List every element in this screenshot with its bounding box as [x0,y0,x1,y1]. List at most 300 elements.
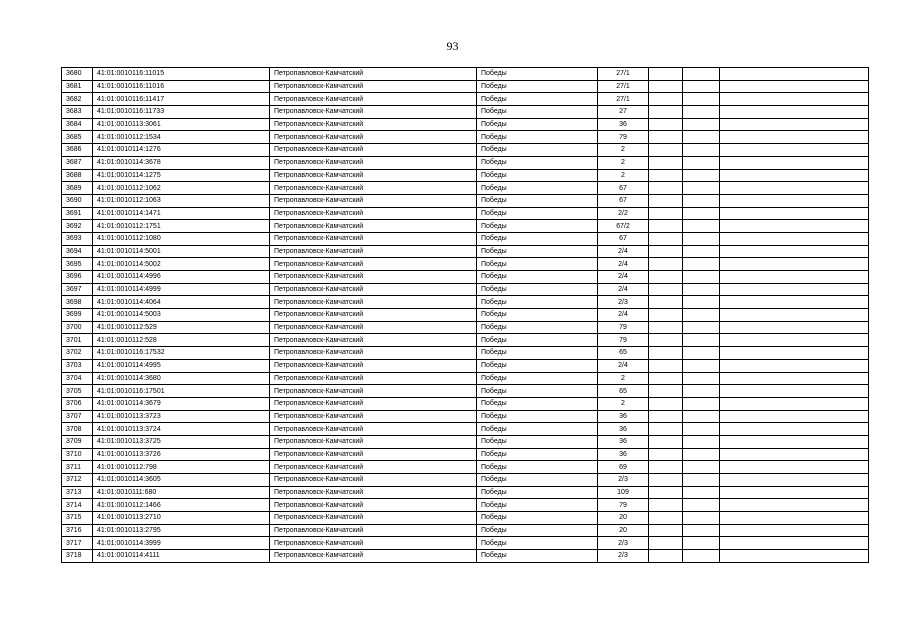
empty-cell [720,182,869,195]
empty-cell [720,258,869,271]
row-number-cell: 3702 [62,347,93,360]
empty-cell [720,131,869,144]
house-number-cell: 67/2 [598,220,649,233]
empty-cell [683,474,720,487]
empty-cell [683,169,720,182]
row-number-cell: 3693 [62,232,93,245]
city-cell: Петропавловск-Камчатский [270,271,477,284]
empty-cell [683,486,720,499]
empty-cell [683,245,720,258]
house-number-cell: 79 [598,334,649,347]
street-cell: Победы [477,258,598,271]
empty-cell [649,144,683,157]
empty-cell [720,68,869,81]
city-cell: Петропавловск-Камчатский [270,245,477,258]
empty-cell [649,372,683,385]
empty-cell [649,486,683,499]
row-number-cell: 3715 [62,512,93,525]
row-number-cell: 3699 [62,309,93,322]
empty-cell [649,258,683,271]
empty-cell [720,423,869,436]
table-row [62,68,869,81]
street-cell: Победы [477,435,598,448]
row-number-cell: 3714 [62,499,93,512]
city-cell: Петропавловск-Камчатский [270,347,477,360]
cadastral-number-cell: 41:01:0010114:3605 [93,474,270,487]
empty-cell [649,385,683,398]
city-cell: Петропавловск-Камчатский [270,258,477,271]
table-row [62,118,869,131]
street-cell: Победы [477,106,598,119]
cadastral-number-cell: 41:01:0010114:4111 [93,550,270,563]
table-row [62,106,869,119]
empty-cell [649,435,683,448]
city-cell: Петропавловск-Камчатский [270,156,477,169]
empty-cell [649,68,683,81]
row-number-cell: 3686 [62,144,93,157]
empty-cell [649,474,683,487]
house-number-cell: 27 [598,106,649,119]
empty-cell [720,435,869,448]
cadastral-number-cell: 41:01:0010113:3061 [93,118,270,131]
empty-cell [649,232,683,245]
row-number-cell: 3680 [62,68,93,81]
table-row [62,258,869,271]
street-cell: Победы [477,524,598,537]
table-row [62,512,869,525]
street-cell: Победы [477,283,598,296]
city-cell: Петропавловск-Камчатский [270,435,477,448]
house-number-cell: 20 [598,512,649,525]
row-number-cell: 3700 [62,321,93,334]
table-row [62,372,869,385]
empty-cell [649,283,683,296]
street-cell: Победы [477,156,598,169]
row-number-cell: 3695 [62,258,93,271]
empty-cell [683,537,720,550]
street-cell: Победы [477,486,598,499]
house-number-cell: 36 [598,423,649,436]
row-number-cell: 3718 [62,550,93,563]
cadastral-number-cell: 41:01:0010116:17532 [93,347,270,360]
table-row [62,271,869,284]
empty-cell [720,347,869,360]
row-number-cell: 3684 [62,118,93,131]
empty-cell [720,461,869,474]
city-cell: Петропавловск-Камчатский [270,182,477,195]
house-number-cell: 27/1 [598,93,649,106]
empty-cell [720,207,869,220]
empty-cell [720,156,869,169]
empty-cell [720,474,869,487]
house-number-cell: 36 [598,118,649,131]
table-row [62,131,869,144]
empty-cell [649,423,683,436]
row-number-cell: 3708 [62,423,93,436]
empty-cell [720,397,869,410]
table-row [62,283,869,296]
cadastral-number-cell: 41:01:0010112:1534 [93,131,270,144]
cadastral-number-cell: 41:01:0010114:5002 [93,258,270,271]
house-number-cell: 2 [598,169,649,182]
street-cell: Победы [477,499,598,512]
city-cell: Петропавловск-Камчатский [270,321,477,334]
empty-cell [683,68,720,81]
empty-cell [720,245,869,258]
empty-cell [720,512,869,525]
empty-cell [720,550,869,563]
table-row [62,410,869,423]
table-row [62,448,869,461]
row-number-cell: 3717 [62,537,93,550]
empty-cell [683,448,720,461]
street-cell: Победы [477,474,598,487]
street-cell: Победы [477,372,598,385]
table-row [62,397,869,410]
city-cell: Петропавловск-Камчатский [270,499,477,512]
house-number-cell: 79 [598,321,649,334]
table-row [62,245,869,258]
empty-cell [683,118,720,131]
cadastral-number-cell: 41:01:0010112:798 [93,461,270,474]
cadastral-number-cell: 41:01:0010116:11417 [93,93,270,106]
house-number-cell: 2/4 [598,271,649,284]
city-cell: Петропавловск-Камчатский [270,220,477,233]
row-number-cell: 3692 [62,220,93,233]
house-number-cell: 2 [598,372,649,385]
city-cell: Петропавловск-Камчатский [270,385,477,398]
empty-cell [720,321,869,334]
city-cell: Петропавловск-Камчатский [270,334,477,347]
empty-cell [683,461,720,474]
street-cell: Победы [477,410,598,423]
row-number-cell: 3710 [62,448,93,461]
empty-cell [683,271,720,284]
empty-cell [649,80,683,93]
house-number-cell: 2/3 [598,296,649,309]
table-row [62,524,869,537]
cadastral-number-cell: 41:01:0010114:4996 [93,271,270,284]
city-cell: Петропавловск-Камчатский [270,194,477,207]
row-number-cell: 3705 [62,385,93,398]
row-number-cell: 3701 [62,334,93,347]
city-cell: Петропавловск-Камчатский [270,309,477,322]
empty-cell [649,321,683,334]
city-cell: Петропавловск-Камчатский [270,397,477,410]
empty-cell [649,550,683,563]
street-cell: Победы [477,385,598,398]
empty-cell [649,524,683,537]
empty-cell [683,385,720,398]
registry-table [61,67,869,563]
empty-cell [720,334,869,347]
city-cell: Петропавловск-Камчатский [270,106,477,119]
street-cell: Победы [477,321,598,334]
table-row [62,435,869,448]
registry-table-body [62,68,869,563]
street-cell: Победы [477,537,598,550]
empty-cell [649,131,683,144]
empty-cell [720,169,869,182]
row-number-cell: 3713 [62,486,93,499]
empty-cell [683,334,720,347]
empty-cell [683,347,720,360]
row-number-cell: 3698 [62,296,93,309]
table-row [62,296,869,309]
city-cell: Петропавловск-Камчатский [270,131,477,144]
cadastral-number-cell: 41:01:0010113:3725 [93,435,270,448]
empty-cell [720,486,869,499]
table-row [62,182,869,195]
cadastral-number-cell: 41:01:0010113:3724 [93,423,270,436]
row-number-cell: 3716 [62,524,93,537]
empty-cell [683,258,720,271]
empty-cell [683,423,720,436]
house-number-cell: 79 [598,131,649,144]
street-cell: Победы [477,359,598,372]
table-row [62,347,869,360]
table-row [62,93,869,106]
city-cell: Петропавловск-Камчатский [270,423,477,436]
row-number-cell: 3709 [62,435,93,448]
street-cell: Победы [477,144,598,157]
cadastral-number-cell: 41:01:0010116:11015 [93,68,270,81]
cadastral-number-cell: 41:01:0010111:680 [93,486,270,499]
empty-cell [649,461,683,474]
empty-cell [720,271,869,284]
empty-cell [649,245,683,258]
house-number-cell: 109 [598,486,649,499]
cadastral-number-cell: 41:01:0010112:1751 [93,220,270,233]
house-number-cell: 36 [598,435,649,448]
city-cell: Петропавловск-Камчатский [270,512,477,525]
street-cell: Победы [477,423,598,436]
house-number-cell: 2/3 [598,550,649,563]
row-number-cell: 3689 [62,182,93,195]
empty-cell [720,448,869,461]
empty-cell [649,182,683,195]
row-number-cell: 3683 [62,106,93,119]
empty-cell [683,321,720,334]
empty-cell [683,232,720,245]
cadastral-number-cell: 41:01:0010114:5003 [93,309,270,322]
row-number-cell: 3712 [62,474,93,487]
table-row [62,194,869,207]
cadastral-number-cell: 41:01:0010114:1471 [93,207,270,220]
house-number-cell: 2/3 [598,537,649,550]
empty-cell [649,296,683,309]
empty-cell [649,359,683,372]
street-cell: Победы [477,93,598,106]
house-number-cell: 20 [598,524,649,537]
city-cell: Петропавловск-Камчатский [270,296,477,309]
table-row [62,499,869,512]
house-number-cell: 2 [598,156,649,169]
house-number-cell: 2/4 [598,245,649,258]
city-cell: Петропавловск-Камчатский [270,169,477,182]
cadastral-number-cell: 41:01:0010112:529 [93,321,270,334]
empty-cell [683,194,720,207]
empty-cell [683,182,720,195]
row-number-cell: 3707 [62,410,93,423]
street-cell: Победы [477,118,598,131]
street-cell: Победы [477,207,598,220]
cadastral-number-cell: 41:01:0010114:4995 [93,359,270,372]
street-cell: Победы [477,550,598,563]
cadastral-number-cell: 41:01:0010112:1062 [93,182,270,195]
row-number-cell: 3685 [62,131,93,144]
empty-cell [649,207,683,220]
house-number-cell: 79 [598,499,649,512]
empty-cell [649,271,683,284]
cadastral-number-cell: 41:01:0010114:4999 [93,283,270,296]
table-row [62,423,869,436]
empty-cell [720,232,869,245]
empty-cell [720,372,869,385]
empty-cell [683,80,720,93]
empty-cell [720,296,869,309]
street-cell: Победы [477,347,598,360]
empty-cell [649,512,683,525]
row-number-cell: 3704 [62,372,93,385]
empty-cell [649,106,683,119]
street-cell: Победы [477,245,598,258]
city-cell: Петропавловск-Камчатский [270,474,477,487]
city-cell: Петропавловск-Камчатский [270,359,477,372]
empty-cell [649,169,683,182]
table-row [62,80,869,93]
row-number-cell: 3682 [62,93,93,106]
house-number-cell: 27/1 [598,80,649,93]
city-cell: Петропавловск-Камчатский [270,448,477,461]
street-cell: Победы [477,68,598,81]
cadastral-number-cell: 41:01:0010116:17501 [93,385,270,398]
empty-cell [720,93,869,106]
city-cell: Петропавловск-Камчатский [270,144,477,157]
empty-cell [683,220,720,233]
cadastral-number-cell: 41:01:0010114:3680 [93,372,270,385]
row-number-cell: 3690 [62,194,93,207]
row-number-cell: 3687 [62,156,93,169]
cadastral-number-cell: 41:01:0010114:3679 [93,397,270,410]
street-cell: Победы [477,182,598,195]
cadastral-number-cell: 41:01:0010113:3723 [93,410,270,423]
empty-cell [720,524,869,537]
table-row [62,207,869,220]
street-cell: Победы [477,220,598,233]
empty-cell [649,93,683,106]
street-cell: Победы [477,271,598,284]
table-row [62,334,869,347]
house-number-cell: 36 [598,448,649,461]
empty-cell [720,194,869,207]
row-number-cell: 3691 [62,207,93,220]
empty-cell [649,448,683,461]
street-cell: Победы [477,448,598,461]
house-number-cell: 27/1 [598,68,649,81]
empty-cell [720,144,869,157]
street-cell: Победы [477,397,598,410]
city-cell: Петропавловск-Камчатский [270,550,477,563]
empty-cell [720,106,869,119]
empty-cell [683,512,720,525]
empty-cell [649,334,683,347]
cadastral-number-cell: 41:01:0010114:5001 [93,245,270,258]
table-row [62,359,869,372]
empty-cell [683,131,720,144]
cadastral-number-cell: 41:01:0010112:1466 [93,499,270,512]
house-number-cell: 65 [598,347,649,360]
house-number-cell: 67 [598,232,649,245]
row-number-cell: 3694 [62,245,93,258]
empty-cell [683,410,720,423]
empty-cell [649,156,683,169]
table-row [62,486,869,499]
city-cell: Петропавловск-Камчатский [270,372,477,385]
empty-cell [649,309,683,322]
empty-cell [683,435,720,448]
house-number-cell: 2/4 [598,359,649,372]
street-cell: Победы [477,80,598,93]
table-row [62,321,869,334]
city-cell: Петропавловск-Камчатский [270,93,477,106]
empty-cell [683,283,720,296]
page-number: 93 [446,39,459,53]
empty-cell [683,296,720,309]
row-number-cell: 3711 [62,461,93,474]
empty-cell [683,93,720,106]
street-cell: Победы [477,131,598,144]
empty-cell [649,220,683,233]
row-number-cell: 3706 [62,397,93,410]
empty-cell [720,220,869,233]
cadastral-number-cell: 41:01:0010114:1276 [93,144,270,157]
row-number-cell: 3688 [62,169,93,182]
empty-cell [683,550,720,563]
street-cell: Победы [477,296,598,309]
house-number-cell: 2/3 [598,474,649,487]
street-cell: Победы [477,334,598,347]
empty-cell [649,537,683,550]
empty-cell [720,537,869,550]
empty-cell [649,499,683,512]
cadastral-number-cell: 41:01:0010114:1275 [93,169,270,182]
house-number-cell: 2/4 [598,283,649,296]
house-number-cell: 65 [598,385,649,398]
table-row [62,156,869,169]
table-row [62,309,869,322]
table-row [62,220,869,233]
cadastral-number-cell: 41:01:0010112:1080 [93,232,270,245]
empty-cell [720,309,869,322]
empty-cell [720,499,869,512]
house-number-cell: 36 [598,410,649,423]
row-number-cell: 3697 [62,283,93,296]
cadastral-number-cell: 41:01:0010116:11733 [93,106,270,119]
cadastral-number-cell: 41:01:0010114:4064 [93,296,270,309]
house-number-cell: 2/4 [598,309,649,322]
house-number-cell: 67 [598,182,649,195]
house-number-cell: 2/2 [598,207,649,220]
row-number-cell: 3696 [62,271,93,284]
table-row [62,474,869,487]
empty-cell [720,80,869,93]
empty-cell [683,524,720,537]
cadastral-number-cell: 41:01:0010114:3999 [93,537,270,550]
row-number-cell: 3703 [62,359,93,372]
empty-cell [720,359,869,372]
cadastral-number-cell: 41:01:0010112:1063 [93,194,270,207]
